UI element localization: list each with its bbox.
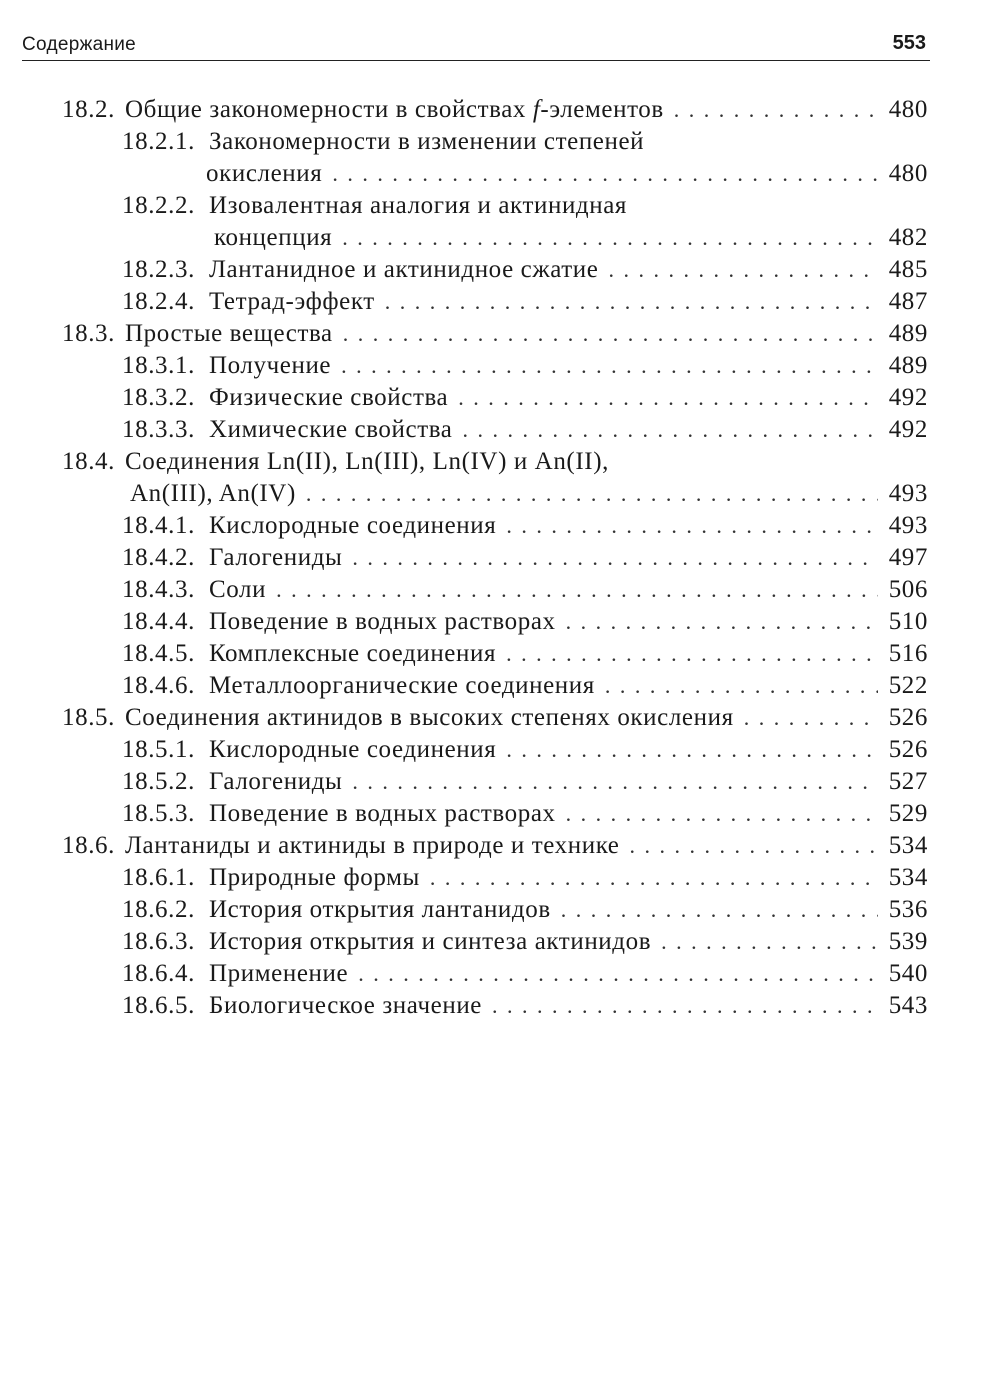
toc-entry[interactable] [62, 638, 928, 670]
dot-leader [492, 990, 878, 1022]
toc-entry[interactable] [62, 702, 928, 734]
toc-number: 18.6.1. [122, 864, 195, 891]
toc-page: 480 [888, 96, 928, 123]
toc-number: 18.3.1. [122, 352, 195, 379]
toc-entry[interactable] [62, 766, 928, 798]
toc-title: Комплексные соединения [209, 640, 497, 667]
toc-page: 540 [888, 960, 928, 987]
dot-leader [358, 958, 878, 990]
toc-entry[interactable] [62, 94, 928, 126]
toc-entry-continuation[interactable] [62, 158, 928, 190]
toc-number: 18.4. [62, 448, 115, 475]
toc-number: 18.3.3. [122, 416, 195, 443]
toc-entry[interactable] [62, 382, 928, 414]
toc-entry[interactable] [62, 798, 928, 830]
toc-page: 480 [888, 160, 928, 187]
toc-page: 536 [888, 896, 928, 923]
toc-title: Соединения актинидов в высоких степенях окисления [125, 704, 734, 731]
toc-entry[interactable] [62, 126, 928, 158]
toc-title: История открытия лантанидов [209, 896, 551, 923]
toc-page: 489 [888, 352, 928, 379]
toc-entry[interactable] [62, 574, 928, 606]
toc-number: 18.4.5. [122, 640, 195, 667]
toc-entry[interactable] [62, 318, 928, 350]
toc-number: 18.4.4. [122, 608, 195, 635]
toc-number: 18.6.2. [122, 896, 195, 923]
toc-title: Кислородные соединения [209, 736, 497, 763]
toc-page: 529 [888, 800, 928, 827]
toc-page: 510 [888, 608, 928, 635]
toc-title: Поведение в водных растворах [209, 608, 556, 635]
toc-title: Физические свойства [209, 384, 449, 411]
dot-leader [674, 94, 878, 126]
toc-title: Изовалентная аналогия и актинидная [209, 192, 628, 219]
dot-leader [566, 798, 878, 830]
toc-number: 18.5. [62, 704, 115, 731]
toc-entry[interactable] [62, 894, 928, 926]
dot-leader [744, 702, 878, 734]
toc-title: Простые вещества [125, 320, 333, 347]
toc-page: 534 [888, 864, 928, 891]
toc-title: концепция [214, 224, 333, 251]
toc-entry-continuation[interactable] [62, 222, 928, 254]
dot-leader [430, 862, 878, 894]
toc-title: Лантаниды и актиниды в природе и технике [125, 832, 620, 859]
toc-title: Применение [209, 960, 349, 987]
toc-number: 18.6.3. [122, 928, 195, 955]
header-page-number: 553 [892, 32, 926, 54]
toc-entry[interactable] [62, 190, 928, 222]
dot-leader [506, 638, 878, 670]
dot-leader [343, 318, 878, 350]
toc-page: 493 [888, 480, 928, 507]
toc-title: История открытия и синтеза актинидов [209, 928, 652, 955]
dot-leader [352, 542, 878, 574]
toc-entry-continuation[interactable] [62, 478, 928, 510]
toc-title: Тетрад-эффект [209, 288, 375, 315]
toc-page: 526 [888, 704, 928, 731]
toc-entry[interactable] [62, 862, 928, 894]
toc-page: 526 [888, 736, 928, 763]
toc-number: 18.2.4. [122, 288, 195, 315]
toc-entry[interactable] [62, 926, 928, 958]
toc-number: 18.6.5. [122, 992, 195, 1019]
toc-title: Биологическое значение [209, 992, 483, 1019]
dot-leader [506, 734, 878, 766]
dot-leader [332, 158, 878, 190]
dot-leader [276, 574, 878, 606]
toc-title: An(III), An(IV) [130, 480, 296, 507]
toc-title: Галогениды [209, 544, 343, 571]
dot-leader [463, 414, 879, 446]
toc-page: 492 [888, 384, 928, 411]
toc-title: Общие закономерности в свойствах f-элементов [125, 96, 664, 123]
dot-leader [352, 766, 878, 798]
dot-leader [342, 222, 878, 254]
toc-title: Соединения Ln(II), Ln(III), Ln(IV) и An(II), [125, 448, 609, 475]
toc-number: 18.2.2. [122, 192, 195, 219]
toc-title: Металлоорганические соединения [209, 672, 595, 699]
table-of-contents [62, 94, 928, 1022]
dot-leader [306, 478, 878, 510]
toc-page: 527 [888, 768, 928, 795]
toc-page: 534 [888, 832, 928, 859]
toc-title: Природные формы [209, 864, 420, 891]
toc-title: Поведение в водных растворах [209, 800, 556, 827]
dot-leader [608, 254, 878, 286]
toc-page: 516 [888, 640, 928, 667]
toc-title: Получение [209, 352, 332, 379]
dot-leader [385, 286, 878, 318]
dot-leader [341, 350, 878, 382]
toc-title: Кислородные соединения [209, 512, 497, 539]
toc-entry[interactable] [62, 414, 928, 446]
toc-title: окисления [206, 160, 323, 187]
toc-number: 18.4.6. [122, 672, 195, 699]
dot-leader [458, 382, 878, 414]
toc-number: 18.6.4. [122, 960, 195, 987]
toc-entry[interactable] [62, 990, 928, 1022]
toc-page: 539 [888, 928, 928, 955]
toc-page: 493 [888, 512, 928, 539]
toc-title: Галогениды [209, 768, 343, 795]
toc-number: 18.6. [62, 832, 115, 859]
toc-title: Соли [209, 576, 267, 603]
toc-page: 506 [888, 576, 928, 603]
toc-entry[interactable] [62, 350, 928, 382]
toc-entry[interactable] [62, 958, 928, 990]
toc-page: 482 [888, 224, 928, 251]
dot-leader [605, 670, 878, 702]
toc-page: 487 [888, 288, 928, 315]
toc-number: 18.4.3. [122, 576, 195, 603]
toc-page: 489 [888, 320, 928, 347]
dot-leader [661, 926, 878, 958]
toc-entry[interactable] [62, 286, 928, 318]
dot-leader [566, 606, 878, 638]
dot-leader [630, 830, 878, 862]
running-header [22, 30, 930, 61]
toc-number: 18.5.2. [122, 768, 195, 795]
toc-number: 18.5.3. [122, 800, 195, 827]
toc-page: 492 [888, 416, 928, 443]
toc-page: 543 [888, 992, 928, 1019]
toc-entry[interactable] [62, 510, 928, 542]
toc-entry[interactable] [62, 606, 928, 638]
toc-entry[interactable] [62, 830, 928, 862]
toc-entry[interactable] [62, 254, 928, 286]
toc-number: 18.2. [62, 96, 115, 123]
header-title: Содержание [22, 34, 137, 55]
toc-page: 522 [888, 672, 928, 699]
toc-number: 18.2.3. [122, 256, 195, 283]
toc-number: 18.4.2. [122, 544, 195, 571]
toc-entry[interactable] [62, 670, 928, 702]
toc-entry[interactable] [62, 542, 928, 574]
toc-page: 485 [888, 256, 928, 283]
toc-page: 497 [888, 544, 928, 571]
toc-title: Лантанидное и актинидное сжатие [209, 256, 599, 283]
toc-number: 18.5.1. [122, 736, 195, 763]
dot-leader [561, 894, 878, 926]
toc-number: 18.3. [62, 320, 115, 347]
toc-number: 18.3.2. [122, 384, 195, 411]
toc-title: Химические свойства [209, 416, 453, 443]
toc-title: Закономерности в изменении степеней [209, 128, 645, 155]
toc-number: 18.4.1. [122, 512, 195, 539]
dot-leader [506, 510, 878, 542]
toc-number: 18.2.1. [122, 128, 195, 155]
toc-entry[interactable] [62, 446, 928, 478]
toc-entry[interactable] [62, 734, 928, 766]
